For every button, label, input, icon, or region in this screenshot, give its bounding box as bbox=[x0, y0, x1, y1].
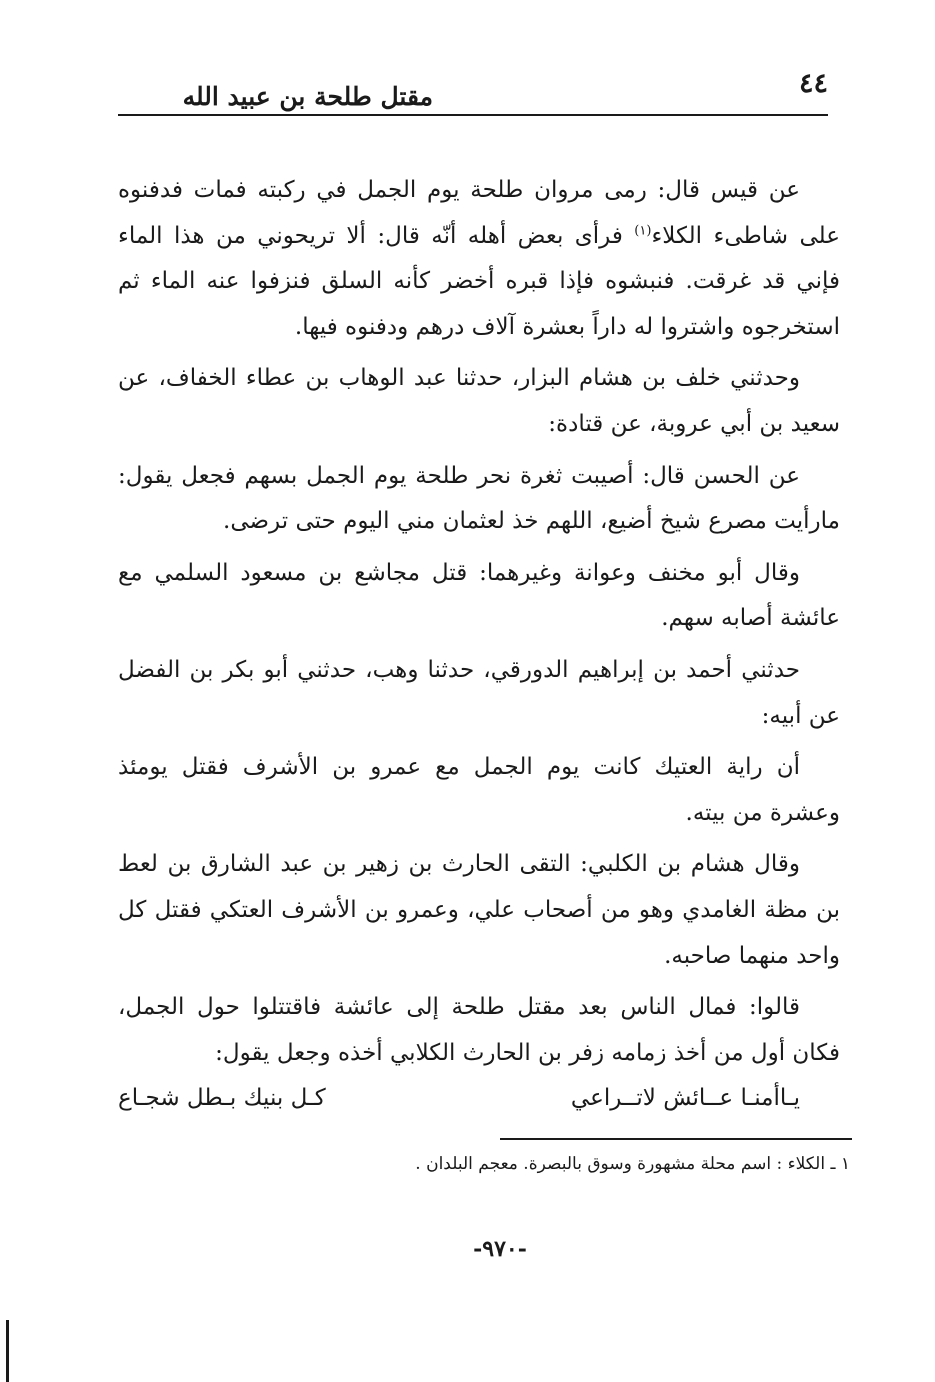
verse-second-half: كـل بنيك بـطل شجـاع bbox=[118, 1085, 326, 1112]
page-number-text: -٩٧٠- bbox=[473, 1236, 527, 1262]
paragraph-1-tail: فرأى بعض أهله أنّه قال: ألا تريحوني من هذا الماء فإني قد غرقت. فنبشوه فإذا قبره أخضر كأنه السلق فنزفوا عنه الماء ثم استخرجوه واشتروا له داراً بعشرة آلاف درهم ودفنوه فيها. bbox=[118, 222, 840, 340]
paragraph-7: وقال هشام بن الكلبي: التقى الحارث بن زهير بن عبد الشارق بن لعط بن مظة الغامدي وهو من أصحاب علي، وعمرو بن الأشرف العتكي فقتل كل واحد منهما صاحبه. bbox=[118, 851, 840, 969]
paragraph-8: قالوا: فمال الناس بعد مقتل طلحة إلى عائشة فاقتتلوا حول الجمل، فكان أول من أخذ زمامه زفر بن الحارث الكلابي أخذه وجعل يقول: bbox=[118, 994, 840, 1066]
verse-first-half: يـاأمنـا عــائش لاتــراعي bbox=[570, 1085, 800, 1112]
header-rule bbox=[118, 114, 828, 116]
paragraph-5: حدثني أحمد بن إبراهيم الدورقي، حدثنا وهب، حدثني أبو بكر بن الفضل عن أبيه: bbox=[118, 656, 840, 729]
paragraph-3: عن الحسن قال: أصيبت ثغرة نحر طلحة يوم الجمل بسهم فجعل يقول: مارأيت مصرع شيخ أضيع، اللهم خذ لعثمان مني اليوم حتى ترضى. bbox=[118, 462, 840, 535]
verse-line bbox=[118, 1076, 840, 1122]
footnote-reference: (١) bbox=[634, 222, 652, 238]
running-title: مقتل طلحة بن عبيد الله bbox=[182, 82, 433, 111]
paragraph-6: أن راية العتيك كانت يوم الجمل مع عمرو بن الأشرف فقتل يومئذ وعشرة من بيته. bbox=[118, 754, 840, 826]
paragraph-4: وقال أبو مخنف وعوانة وغيرهما: قتل مجاشع بن مسعود السلمي مع عائشة أصابه سهم. bbox=[118, 559, 840, 632]
page-number bbox=[0, 1236, 935, 1262]
header-page-number: ٤٤ bbox=[798, 68, 828, 99]
scan-edge-mark bbox=[6, 1320, 9, 1382]
paragraph-1-head: عن قيس قال: رمى مروان طلحة يوم الجمل في ركبته فمات فدفنوه على شاطىء الكلاء bbox=[118, 177, 841, 249]
page-header bbox=[118, 66, 828, 110]
paragraph-1 bbox=[118, 168, 840, 350]
footnote: ١ ـ الكلاء : اسم محلة مشهورة وسوق بالبصرة. معجم البلدان . bbox=[415, 1154, 850, 1174]
paragraph-2: وحدثني خلف بن هشام البزار، حدثنا عبد الوهاب بن عطاء الخفاف، عن سعيد بن أبي عروبة، عن قتادة: bbox=[118, 365, 840, 437]
body-text bbox=[118, 168, 840, 1122]
footnote-rule bbox=[500, 1138, 852, 1140]
